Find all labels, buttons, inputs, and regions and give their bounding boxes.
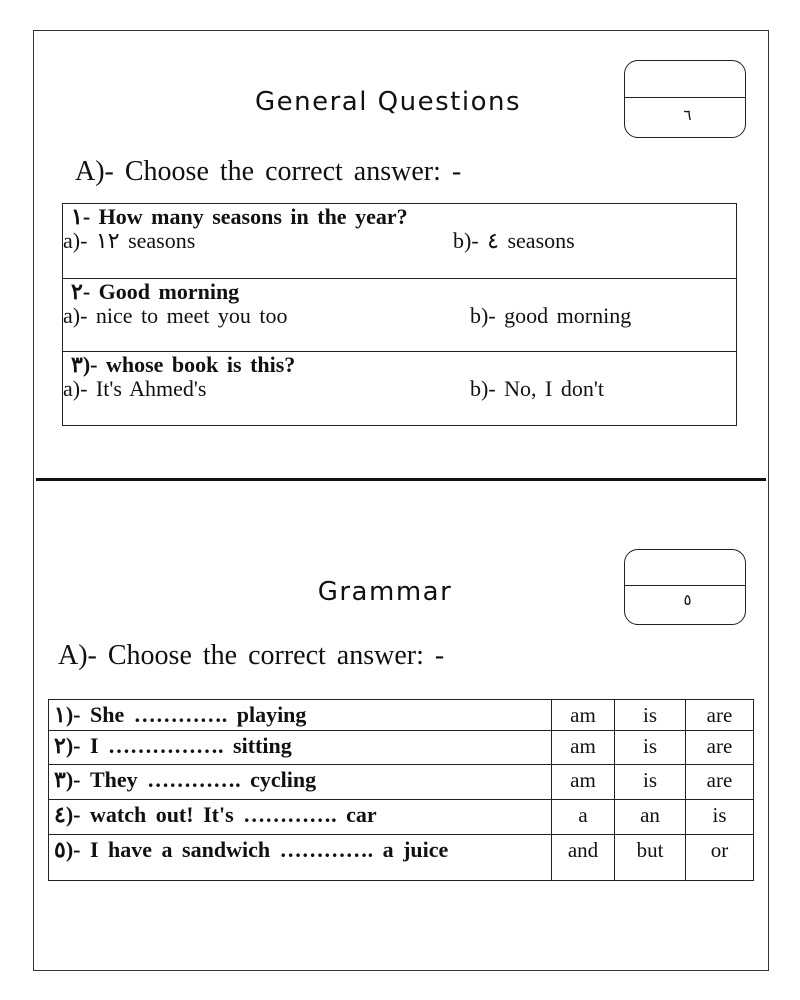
choice-cell: but — [615, 835, 686, 881]
instruction-text: A)- Choose the correct answer: - — [75, 156, 462, 187]
choice-cell: am — [552, 765, 615, 800]
option-a: a)- nice to meet you too — [63, 303, 288, 328]
questions-box — [62, 203, 737, 426]
choice-cell: and — [552, 835, 615, 881]
grammar-table — [48, 699, 754, 881]
option-b: b)- No, I don't — [470, 376, 604, 401]
choice-cell: is — [615, 765, 686, 800]
choice-cell: or — [686, 835, 754, 881]
choice-cell: am — [552, 731, 615, 765]
score-divider — [625, 585, 745, 586]
options-line — [63, 304, 736, 328]
choice-cell: are — [686, 731, 754, 765]
table-row — [49, 800, 754, 835]
question-text: ٢- Good morning — [71, 279, 240, 304]
score-box — [624, 60, 746, 138]
option-b: b)- good morning — [470, 303, 632, 328]
choice-cell: am — [552, 700, 615, 731]
choice-cell: a — [552, 800, 615, 835]
choice-cell: is — [615, 700, 686, 731]
score-box — [624, 549, 746, 625]
score-value: ٦ — [683, 106, 692, 124]
sentence-cell: ٣)- They …………. cycling — [49, 765, 552, 800]
sentence-cell: ١)- She …………. playing — [49, 700, 552, 731]
table-row — [49, 765, 754, 800]
score-value: ٥ — [683, 591, 692, 609]
table-row — [49, 835, 754, 881]
table-row — [49, 700, 754, 731]
grammar-title: Grammar — [317, 577, 453, 607]
option-a: a)- ١٢ seasons — [63, 228, 196, 253]
question-item — [63, 204, 736, 279]
choice-cell: are — [686, 700, 754, 731]
question-item — [63, 352, 736, 425]
options-line — [63, 229, 736, 253]
sentence-cell: ٢)- I ……………. sitting — [49, 731, 552, 765]
section-divider — [36, 478, 766, 481]
table-row — [49, 731, 754, 765]
sentence-cell: ٤)- watch out! It's …………. car — [49, 800, 552, 835]
instruction-text: A)- Choose the correct answer: - — [58, 640, 445, 671]
choice-cell: is — [686, 800, 754, 835]
choice-cell: are — [686, 765, 754, 800]
question-text: ١- How many seasons in the year? — [71, 204, 408, 229]
question-text: ٣)- whose book is this? — [71, 352, 296, 377]
choice-cell: an — [615, 800, 686, 835]
option-a: a)- It's Ahmed's — [63, 376, 207, 401]
general-questions-title: General Questions — [254, 87, 522, 117]
question-item — [63, 279, 736, 352]
choice-cell: is — [615, 731, 686, 765]
option-b: b)- ٤ seasons — [453, 228, 575, 253]
sentence-cell: ٥)- I have a sandwich …………. a juice — [49, 835, 552, 881]
options-line — [63, 377, 736, 401]
